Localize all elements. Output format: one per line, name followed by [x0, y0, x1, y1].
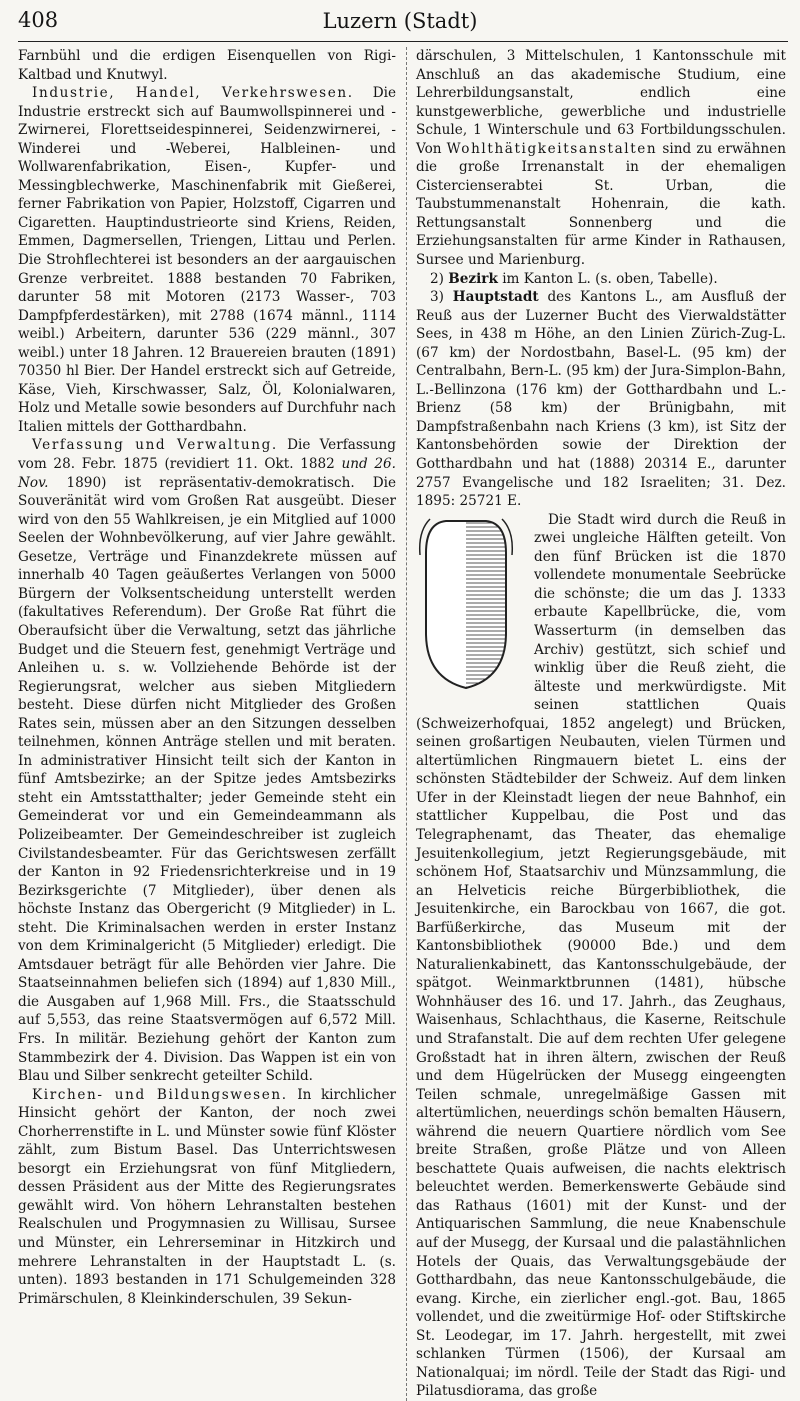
paragraph: Farnbühl und die erdigen Eisenquellen von Rigi-Kaltbad und Knutwyl. [18, 48, 396, 83]
paragraph: därschulen, 3 Mittelschulen, 1 Kantonsschule mit Anschluß an das akademische Studium, eine Lehrerbildungsanstalt, endlich eine kunstgewerbliche, gewerbliche und industrielle Schule, 1 Winterschule und 63 Fortbildungsschulen. Von Wohlthätigkeitsanstalten sind zu erwähnen die große Irrenanstalt in der ehemaligen Cistercienserabtei St. Urban, die Taubstummenanstalt Hohenrain, die kath. Rettungsanstalt Sonnenberg und die Erziehungsanstalten für arme Kinder in Rathausen, Sursee und Marienburg. [416, 48, 786, 269]
paragraph: 2) Bezirk im Kanton L. (s. oben, Tabelle). [430, 270, 718, 287]
coat-of-arms [416, 513, 526, 699]
luzern-coat-of-arms-icon [416, 513, 516, 693]
section-heading: Verfassung und Verwaltung. [32, 437, 278, 454]
page-number: 408 [18, 8, 59, 32]
column-divider [406, 47, 407, 1401]
paragraph: Die Stadt wird durch die Reuß in zwei ungleiche Hälften geteilt. Von den fünf Brücken ist die 1870 vollendete monumentale Seebrücke die schönste; die um das J. 1333 erbaute Kapellbrücke, die, vom Wasserturm (in demselben das Archiv) gestützt, sich schief und winklig über die Reuß zieht, die älteste und merkwürdigste. Mit seinen stattlichen Quais (Schweizerhofquai, 1852 angelegt) und Brücken, seinen großartigen Neubauten, vielen Türmen und altertümlichen Ringmauern bietet L. eins der schönsten Städtebilder der Schweiz. Auf dem linken Ufer in der Kleinstadt liegen der neue Bahnhof, ein stattlicher Kuppelbau, die Post und das Telegraphenamt, das Theater, das ehemalige Jesuitenkollegium, jetzt Regierungsgebäude, mit schönem Hof, Staatsarchiv und Münzsammlung, die an Helveticis reiche Bürgerbibliothek, die Jesuitenkirche, ein Barockbau von 1667, die got. Barfüßerkirche, das Museum mit der Kantonsbibliothek (90000 Bde.) und dem Naturalienkabinett, das Kantonsschulgebäude, der spätgot. Weinmarktbrunnen (1481), hübsche Wohnhäuser des 16. und 17. Jahrh., das Zeughaus, Waisenhaus, Schlachthaus, die Kaserne, Reitschule und Strafanstalt. Die auf dem rechten Ufer gelegene Großstadt hat in ihren ältern, zwischen der Reuß und dem Hügelrücken der Musegg eingeengten Teilen schmale, unregelmäßige Gassen mit altertümlichen, neuerdings schön bemalten Häusern, während die neuern Quartiere nördlich vom See breite Straßen, große Plätze und von Alleen beschattete Quais aufweisen, die nachts elektrisch beleuchtet werden. Bemerkenswerte Gebäude sind das Rathaus (1601) mit der Kunst- und der Antiquarischen Sammlung, die neue Knabenschule auf der Musegg, der Kursaal und die palastähnlichen Hotels der Quais, das Verwaltungsgebäude der Gotthardbahn, das neue Kantonsschulgebäude, die evang. Kirche, ein zierlicher engl.-got. Bau, 1865 vollendet, und die zweitürmige Hof- oder Stiftskirche St. Leodegar, im 17. Jahrh. hergestellt, mit zwei schlanken Türmen (1506), der Kursaal am Nationalquai; im nördl. Teile der Stadt das Rigi- und Pilatusdiorama, das große [416, 511, 786, 1400]
page-title: Luzern (Stadt) [322, 9, 478, 33]
paragraph: 3) Hauptstadt des Kantons L., am Ausfluß der Reuß aus der Luzerner Bucht des Vierwaldstätter Sees, in 438 m Höhe, an den Linien Zürich-Zug-L. (67 km) der Nordostbahn, Basel-L. (95 km) der Centralbahn, Bern-L. (95 km) der Jura-Simplon-Bahn, L.-Bellinzona (176 km) der Gotthardbahn und L.-Brienz (58 km) der Brünigbahn, mit Dampfstraßenbahn nach Kriens (3 km), ist Sitz der Kantonsbehörden sowie der Direktion der Gotthardbahn und hat (1888) 20314 E., darunter 2757 Evangelische und 182 Israeliten; 31. Dez. 1895: 25721 E. [416, 289, 786, 510]
page-header [18, 8, 788, 42]
paragraph: Kirchen- und Bildungswesen. In kirchlicher Hinsicht gehört der Kanton, der noch zwei Chorherrenstifte in L. und Münster sowie fünf Klöster zählt, zum Bistum Basel. Das Unterrichtswesen besorgt ein Erziehungsrat von fünf Mitgliedern, dessen Präsident aus der Mitte des Regierungsrates gewählt wird. Von höhern Lehranstalten bestehen Realschulen und Progymnasien zu Willisau, Sursee und Münster, ein Lehrerseminar in Hitzkirch und mehrere Lehranstalten in der Hauptstadt L. (s. unten). 1893 bestanden in 171 Schulgemeinden 328 Primärschulen, 8 Kleinkinderschulen, 39 Sekun- [18, 1086, 396, 1307]
paragraph: Industrie, Handel, Verkehrswesen. Die Industrie erstreckt sich auf Baumwollspinnerei und -Zwirnerei, Florettseidespinnerei, Seidenzwirnerei, -Winderei und -Weberei, Halbleinen- und Wollwarenfabrikation, Eisen-, Kupfer- und Messingblechwerke, Maschinenfabrik mit Gießerei, ferner Fabrikation von Papier, Holzstoff, Cigarren und Cigaretten. Hauptindustrieorte sind Kriens, Reiden, Emmen, Dagmersellen, Triengen, Littau und Perlen. Die Strohflechterei ist besonders an der aargauischen Grenze verbreitet. 1888 bestanden 70 Fabriken, darunter 58 mit Motoren (2173 Wasser-, 703 Dampfpferdestärken), mit 2788 (1674 männl., 1114 weibl.) Arbeitern, darunter 536 (229 männl., 307 weibl.) unter 18 Jahren. 12 Brauereien brauten (1891) 70350 hl Bier. Der Handel erstreckt sich auf Getreide, Käse, Vieh, Kirschwasser, Salz, Öl, Kolonialwaren, Holz und Metalle sowie besonders auf Durchfuhr nach Italien mittels der Gotthardbahn. [18, 85, 396, 435]
paragraph: Verfassung und Verwaltung. Die Verfassung vom 28. Febr. 1875 (revidiert 11. Okt. 1882 und 26. Nov. 1890) ist repräsentativ-demokratisch. Die Souveränität wird vom Großen Rat ausgeübt. Dieser wird von den 55 Wahlkreisen, je ein Mitglied auf 1000 Seelen der Wohnbevölkerung, auf vier Jahre gewählt. Gesetze, Verträge und Finanzdekrete müssen auf innerhalb 40 Tagen geäußertes Verlangen von 5000 Bürgern der Volksentscheidung unterstellt werden (fakultatives Referendum). Der Große Rat führt die Oberaufsicht über die Verwaltung, setzt das jährliche Budget und die Steuern fest, genehmigt Verträge und Anleihen u. s. w. Vollziehende Behörde ist der Regierungsrat, welcher aus sieben Mitgliedern besteht. Diese dürfen nicht Mitglieder des Großen Rates sein, müssen aber an den Sitzungen desselben teilnehmen, können Anträge stellen und mit beraten. In administrativer Hinsicht teilt sich der Kanton in fünf Amtsbezirke; an der Spitze jedes Amtsbezirks steht ein Amtsstatthalter; jeder Gemeinde steht ein Gemeinderat vor und ein Gemeindeammann als Polizeibeamter. Der Gemeindeschreiber ist zugleich Civilstandesbeamter. Für das Gerichtswesen zerfällt der Kanton in 92 Friedensrichterkreise und in 19 Bezirksgerichte (7 Mitglieder), über denen als höchste Instanz das Obergericht (9 Mitglieder) in L. steht. Die Kriminalsachen werden in erster Instanz von dem Kriminalgericht (5 Mitglieder) erledigt. Die Amtsdauer beträgt für alle Behörden vier Jahre. Die Staatseinnahmen beliefen sich (1894) auf 1,830 Mill., die Ausgaben auf 1,968 Mill. Frs., die Staatsschuld auf 5,553, das reine Staatsvermögen auf 6,572 Mill. Frs. In militär. Beziehung gehört der Kanton zum Stammbezirk der 4. Division. Das Wappen ist ein von Blau und Silber senkrecht geteilter Schild. [18, 437, 396, 1085]
section-heading: Kirchen- und Bildungswesen. [32, 1086, 288, 1103]
text-columns [18, 47, 788, 1401]
left-column [18, 47, 406, 1401]
right-column [406, 47, 786, 1401]
section-heading: Industrie, Handel, Verkehrswesen. [32, 85, 354, 102]
